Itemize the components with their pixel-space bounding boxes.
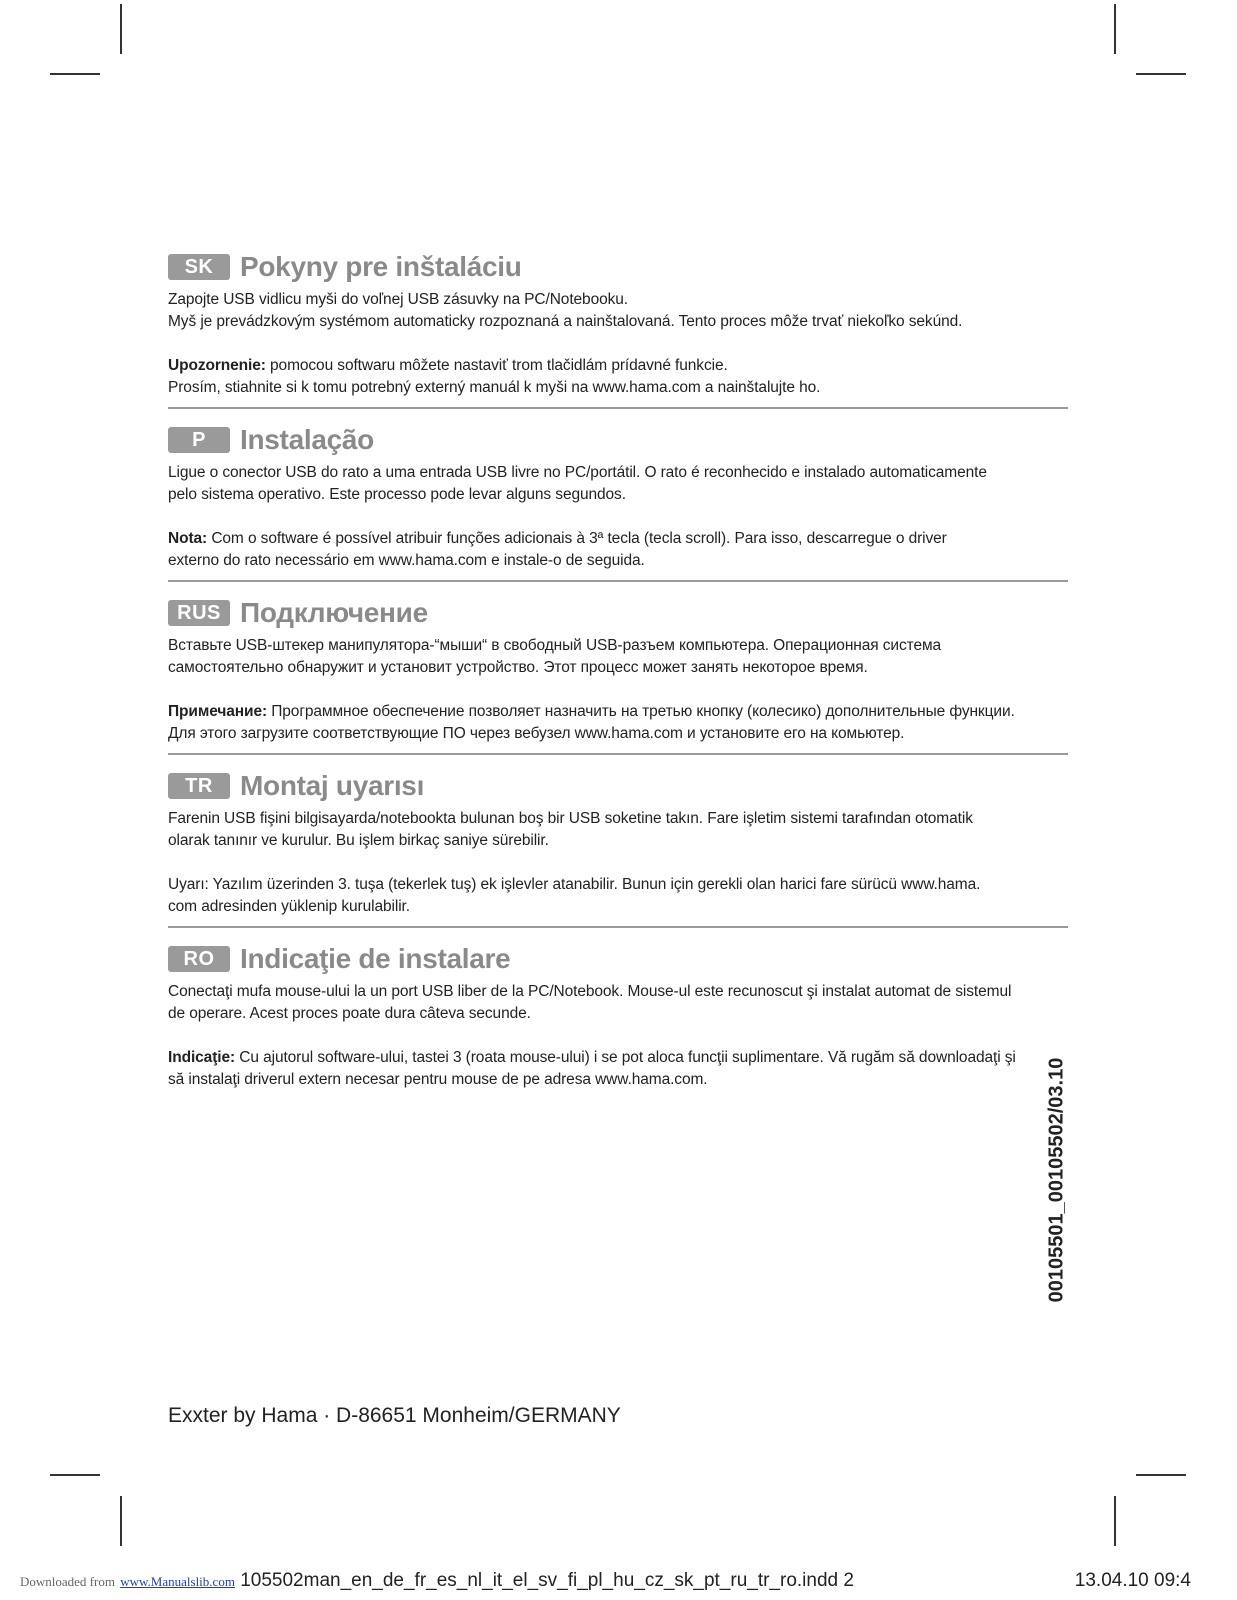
section-sk bbox=[168, 248, 1068, 409]
section-divider bbox=[168, 926, 1068, 928]
crop-mark bbox=[120, 4, 122, 54]
section-heading bbox=[168, 767, 1068, 805]
paragraph-text: Zapojte USB vidlicu myši do voľnej USB zásuvky na PC/Notebooku. Myš je prevádzkovým systémom automaticky rozpoznaná a nainštalovaná. Tento proces môže trvať niekoľko sekúnd. bbox=[168, 291, 963, 330]
language-badge: SK bbox=[168, 254, 230, 280]
section-heading bbox=[168, 940, 1068, 978]
instruction-paragraph bbox=[168, 635, 1068, 679]
slug-datetime: 13.04.10 09:4 bbox=[1074, 1570, 1191, 1591]
document-code: 00105501_00105502/03.10 bbox=[1045, 1057, 1068, 1303]
section-tr bbox=[168, 767, 1068, 928]
note-paragraph bbox=[168, 1047, 1068, 1091]
section-title: Montaj uyarısı bbox=[240, 770, 425, 801]
paragraph-text: Uyarı: Yazılım üzerinden 3. tuşa (tekerlek tuş) ek işlevler atanabilir. Bunun için gerekli olan harici fare sürücü www.hama. com adresinden yüklenip kurulabilir. bbox=[168, 876, 981, 915]
section-divider bbox=[168, 753, 1068, 755]
section-rus bbox=[168, 594, 1068, 755]
language-badge: RUS bbox=[168, 600, 230, 626]
paragraph-text: Вставьте USB-штекер манипулятора-“мыши“ в свободный USB-разъем компьютера. Операционная система самостоятельно обнаружит и установит устройство. Этот процесс может занять некоторое время. bbox=[168, 637, 942, 676]
section-divider bbox=[168, 580, 1068, 582]
paragraph-text: Ligue o conector USB do rato a uma entrada USB livre no PC/portátil. O rato é reconhecido e instalado automaticamente pelo sistema operativo. Este processo pode levar alguns segundos. bbox=[168, 464, 987, 503]
instruction-paragraph bbox=[168, 981, 1068, 1025]
paragraph-text: Com o software é possível atribuir funções adicionais à 3ª tecla (tecla scroll). Para isso, descarregue o driver externo do rato necessário em www.hama.com e instale-o de seguida. bbox=[168, 530, 947, 569]
note-label: Nota: bbox=[168, 530, 208, 547]
section-p bbox=[168, 421, 1068, 582]
section-ro bbox=[168, 940, 1068, 1091]
section-heading bbox=[168, 248, 1068, 286]
section-divider bbox=[168, 407, 1068, 409]
section-title: Подключение bbox=[240, 597, 428, 628]
crop-mark bbox=[1114, 1496, 1116, 1546]
note-label: Upozornenie: bbox=[168, 357, 266, 374]
crop-mark bbox=[120, 1496, 122, 1546]
section-heading bbox=[168, 421, 1068, 459]
crop-mark bbox=[1136, 73, 1186, 75]
manualslib-link[interactable]: www.Manualslib.com bbox=[120, 1574, 235, 1589]
slug-filename: 105502man_en_de_fr_es_nl_it_el_sv_fi_pl_hu_cz_sk_pt_ru_tr_ro.indd 2 bbox=[240, 1570, 854, 1591]
paragraph-text: Cu ajutorul software-ului, tastei 3 (roata mouse-ului) i se pot aloca funcţii suplimentare. Vă rugăm să downloadaţi şi să instalaţi driverul extern necesar pentru mouse de pe adresa www.hama.com. bbox=[168, 1049, 1016, 1088]
section-heading bbox=[168, 594, 1068, 632]
section-title: Instalação bbox=[240, 424, 374, 455]
note-paragraph bbox=[168, 701, 1068, 745]
paragraph-text: pomocou softwaru môžete nastaviť trom tlačidlám prídavné funkcie. Prosím, stiahnite si k tomu potrebný externý manuál k myši na www.hama.com a nainštalujte ho. bbox=[168, 357, 821, 396]
language-badge: TR bbox=[168, 773, 230, 799]
paragraph-text: Conectaţi mufa mouse-ului la un port USB liber de la PC/Notebook. Mouse-ul este recunoscut şi instalat automat de sistemul de operare. Acest proces poate dura câteva secunde. bbox=[168, 983, 1012, 1022]
note-label: Indicaţie: bbox=[168, 1049, 236, 1066]
crop-mark bbox=[50, 1474, 100, 1476]
crop-mark bbox=[50, 73, 100, 75]
note-label: Примечание: bbox=[168, 703, 268, 720]
crop-mark bbox=[1114, 4, 1116, 54]
instruction-content bbox=[168, 248, 1068, 1091]
footer-address: Exxter by Hama · D-86651 Monheim/GERMANY bbox=[168, 1404, 621, 1427]
paragraph-text: Farenin USB fişini bilgisayarda/notebookta bulunan boş bir USB soketine takın. Fare işletim sistemi tarafından otomatik olarak tanınır ve kurulur. Bu işlem birkaç saniye sürebilir. bbox=[168, 810, 973, 849]
instruction-paragraph bbox=[168, 462, 1068, 506]
section-title: Pokyny pre inštaláciu bbox=[240, 251, 522, 282]
note-paragraph bbox=[168, 528, 1068, 572]
instruction-paragraph bbox=[168, 289, 1068, 333]
note-paragraph bbox=[168, 355, 1068, 399]
language-badge: P bbox=[168, 427, 230, 453]
print-slug bbox=[20, 1570, 854, 1592]
section-title: Indicaţie de instalare bbox=[240, 943, 511, 974]
crop-mark bbox=[1136, 1474, 1186, 1476]
instruction-paragraph bbox=[168, 808, 1068, 852]
download-prefix: Downloaded from bbox=[20, 1574, 115, 1589]
note-paragraph bbox=[168, 874, 1068, 918]
language-badge: RO bbox=[168, 946, 230, 972]
paragraph-text: Программное обеспечение позволяет назначить на третью кнопку (колесико) дополнительные функции. Для этого загрузите соответствующие ПО через вебузел www.hama.com и установите его на комьютер. bbox=[168, 703, 1015, 742]
